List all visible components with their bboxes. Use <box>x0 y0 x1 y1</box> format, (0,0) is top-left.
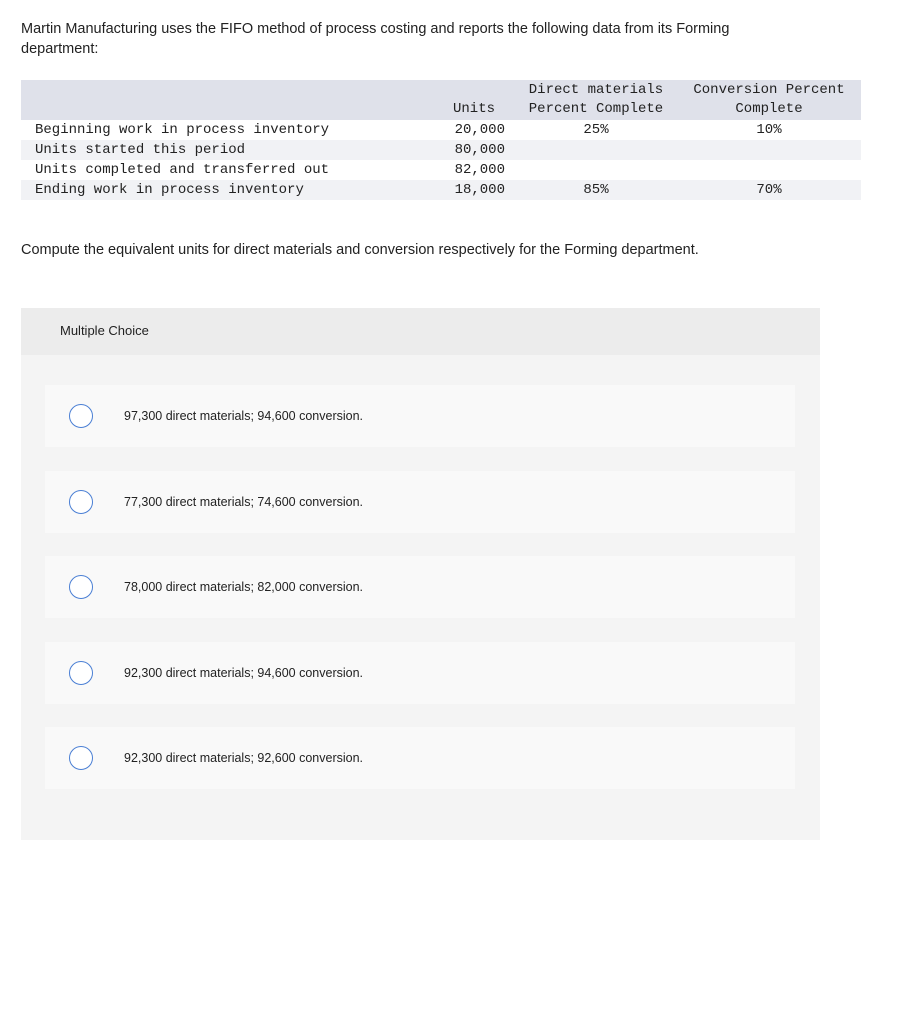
question-text: Compute the equivalent units for direct materials and conversion respectively for the Forming department. <box>21 242 699 258</box>
row-label: Units started this period <box>21 140 433 160</box>
answer-option-1[interactable] <box>45 385 795 447</box>
radio-button-icon[interactable] <box>69 490 93 514</box>
row-units: 20,000 <box>454 122 505 138</box>
row-dm-percent: 85% <box>515 180 677 200</box>
table-row <box>21 140 861 160</box>
row-label: Units completed and transferred out <box>35 162 330 178</box>
row-dm-percent <box>515 140 677 160</box>
radio-button-icon[interactable] <box>69 404 93 428</box>
row-dm-percent: 25% <box>583 122 609 138</box>
header-units-label: Units <box>452 101 495 117</box>
row-conv-percent: 10% <box>756 122 782 138</box>
radio-button-icon[interactable] <box>69 746 93 770</box>
row-units: 82,000 <box>454 162 505 178</box>
row-label: Beginning work in process inventory <box>35 122 330 138</box>
header-label-cell <box>21 80 433 120</box>
table-row <box>21 120 861 140</box>
table-header-row <box>21 80 861 120</box>
answer-option-label: 97,300 direct materials; 94,600 conversion. <box>124 409 364 423</box>
multiple-choice-panel <box>21 308 820 840</box>
header-units <box>433 80 515 120</box>
header-direct-materials <box>515 80 677 120</box>
answer-option-label: 92,300 direct materials; 92,600 conversion. <box>124 751 364 765</box>
radio-button-icon[interactable] <box>69 661 93 685</box>
answer-option-2[interactable] <box>45 471 795 533</box>
row-conv-percent: 70% <box>677 180 861 200</box>
answer-option-5[interactable] <box>45 727 795 789</box>
row-label: Ending work in process inventory <box>21 180 433 200</box>
row-units: 18,000 <box>433 180 515 200</box>
intro-text: Martin Manufacturing uses the FIFO method of process costing and reports the following data from its Forming department: <box>21 21 730 57</box>
table-row <box>21 160 861 180</box>
answer-option-label: 92,300 direct materials; 94,600 conversion. <box>124 666 364 680</box>
multiple-choice-title: Multiple Choice <box>60 323 149 338</box>
header-conv-line1: Conversion Percent <box>693 82 845 98</box>
header-dm-line1: Direct materials <box>528 82 664 98</box>
answer-option-3[interactable] <box>45 556 795 618</box>
radio-button-icon[interactable] <box>69 575 93 599</box>
header-conv-line2: Complete <box>735 101 803 117</box>
row-conv-percent <box>677 160 861 180</box>
row-dm-percent <box>515 160 677 180</box>
process-data-table <box>21 80 861 200</box>
answer-option-4[interactable] <box>45 642 795 704</box>
row-conv-percent <box>677 140 861 160</box>
row-units: 80,000 <box>433 140 515 160</box>
answer-option-label: 77,300 direct materials; 74,600 conversion. <box>124 495 364 509</box>
header-conversion <box>677 80 861 120</box>
table-row <box>21 180 861 200</box>
answer-option-label: 78,000 direct materials; 82,000 conversion. <box>124 580 364 594</box>
header-dm-line2: Percent Complete <box>528 101 664 117</box>
multiple-choice-header <box>21 308 820 355</box>
